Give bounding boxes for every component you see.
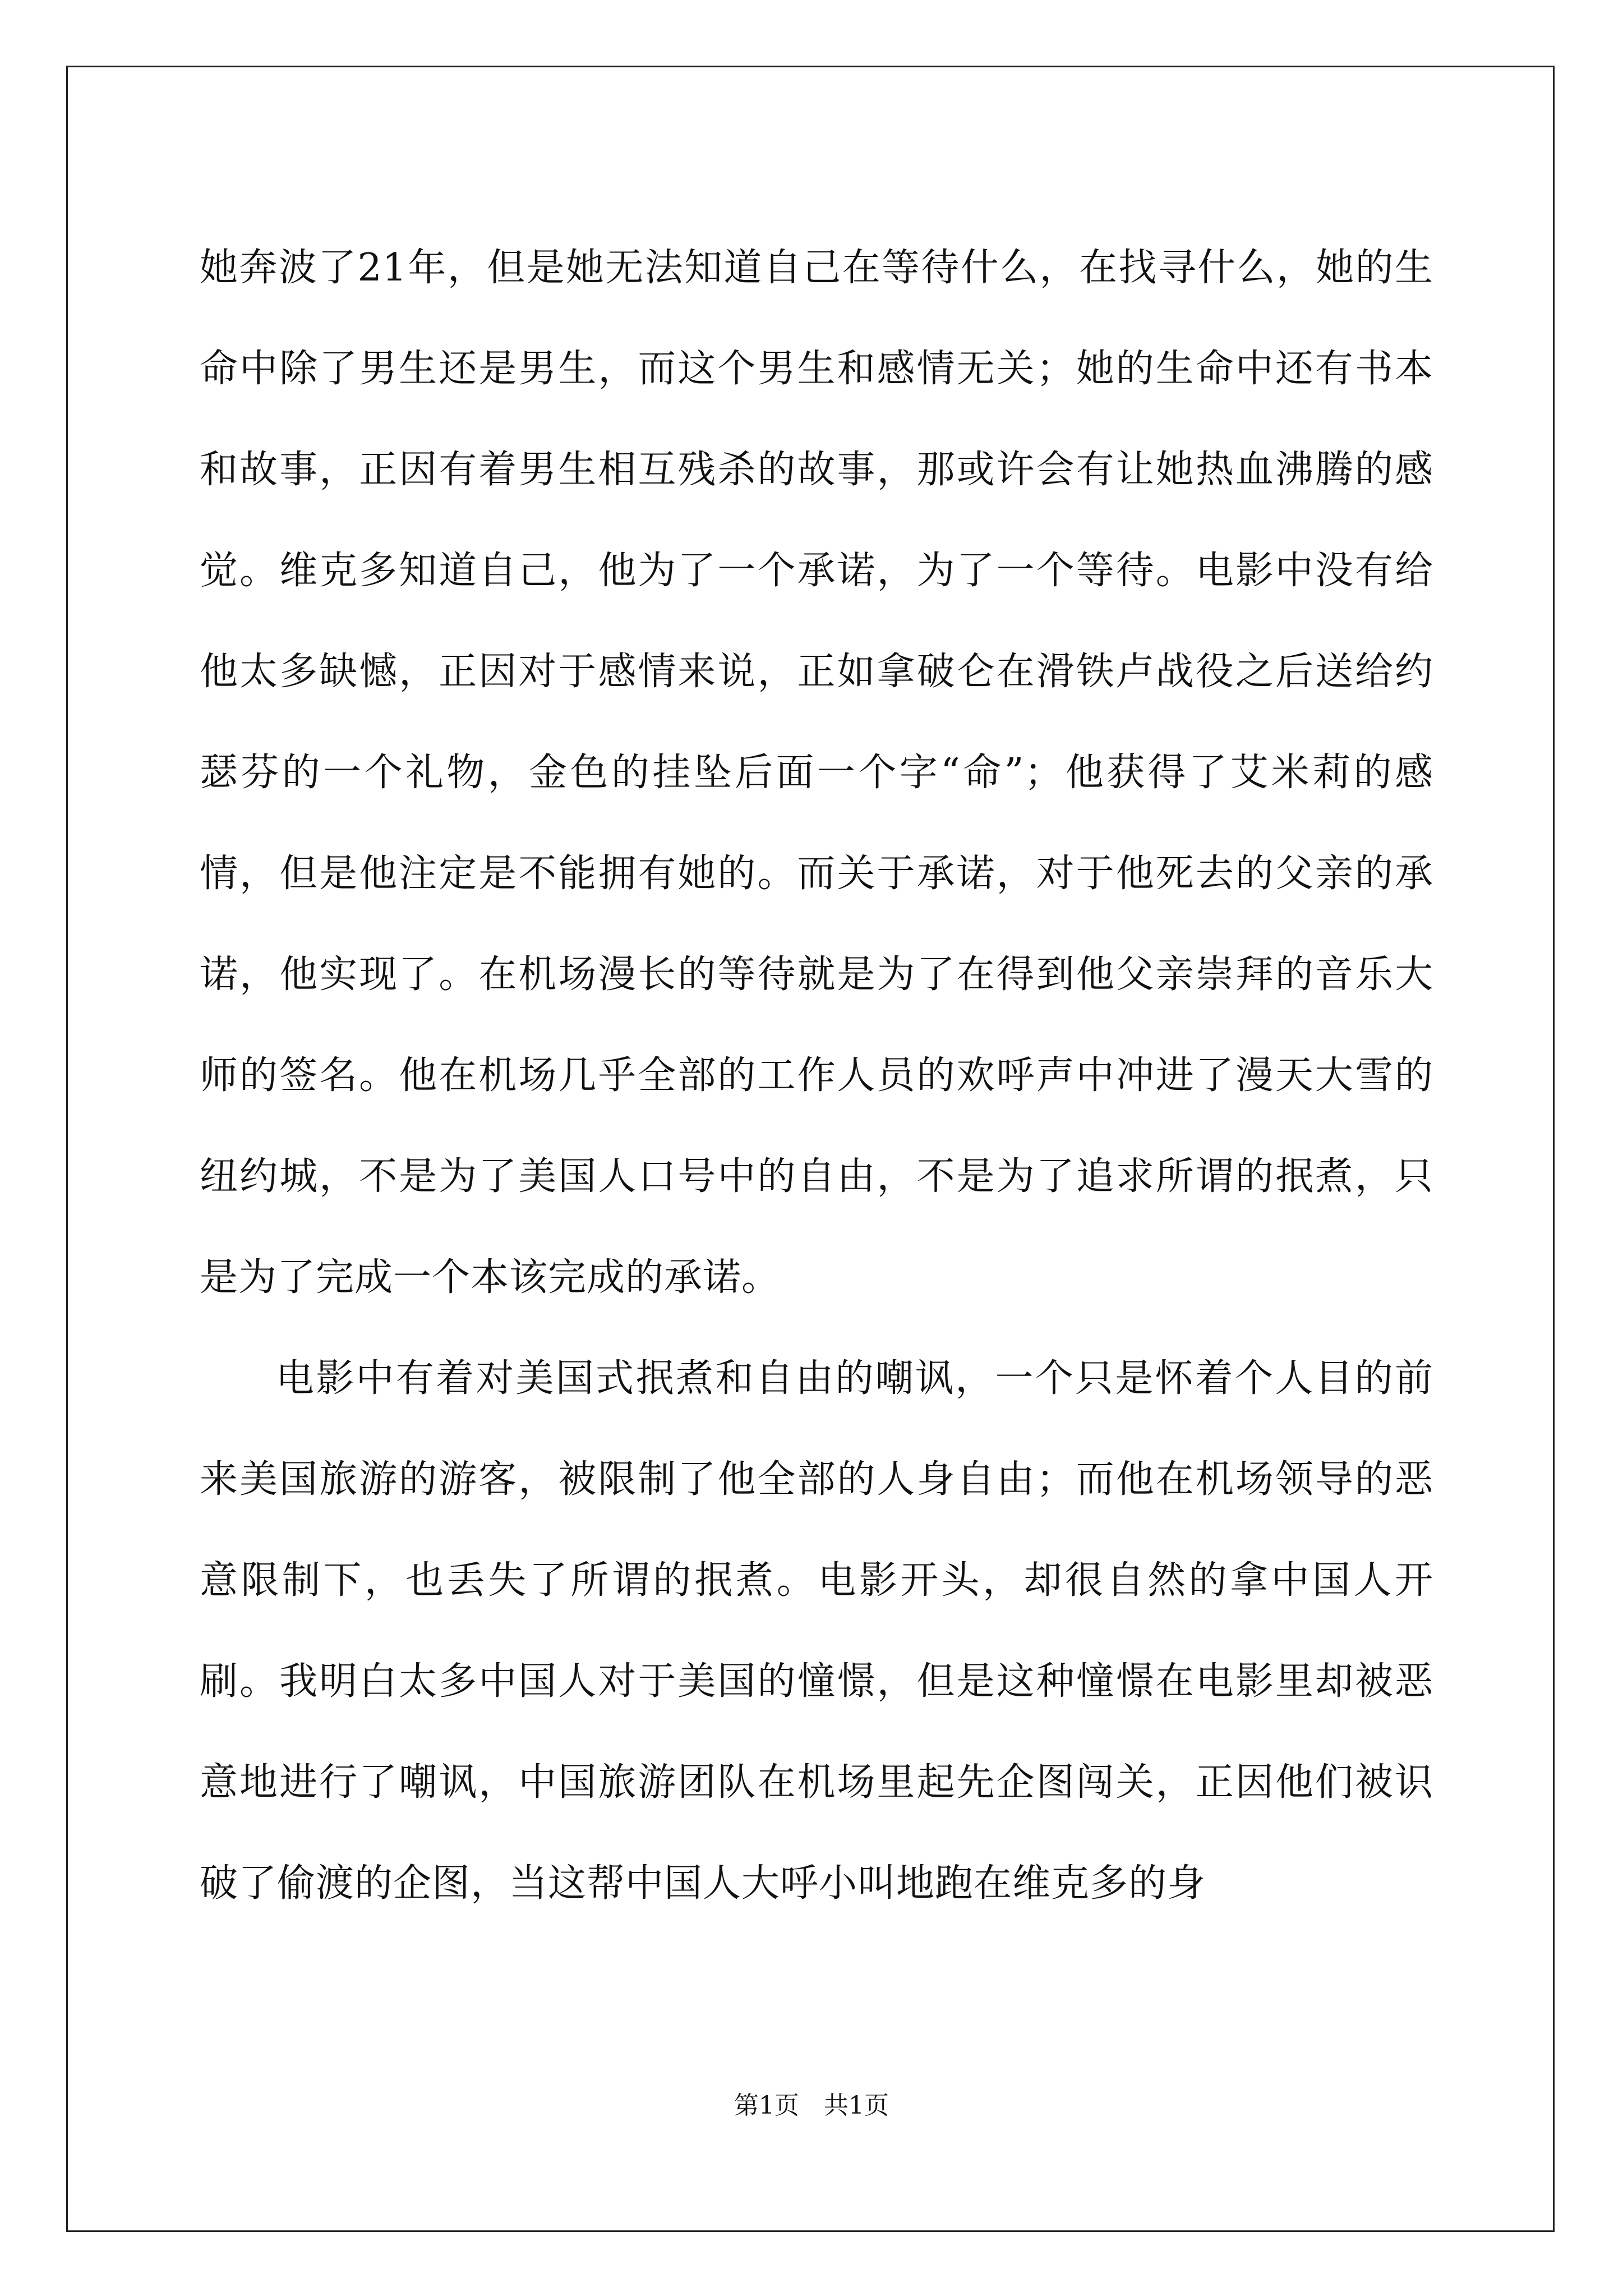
page-footer: 第1页 共1页: [734, 2091, 889, 2120]
paragraph-2: 电影中有着对美国式抿煮和自由的嘲讽，一个只是怀着个人目的前来美国旅游的游客，被限制了他全部的人身自由；而他在机场领导的恶意限制下，也丢失了所谓的抿煮。电影开头，却很自然的拿中国人开刷。我明白太多中国人对于美国的憧憬，但是这种憧憬在电影里却被恶意地进行了嘲讽，中国旅游团队在机场里起先企图闯关，正因他们被识破了偷渡的企图，当这帮中国人大呼小叫地跑在维克多的身: [200, 1356, 1433, 1906]
paragraph-1: 她奔波了21年，但是她无法知道自己在等待什么，在找寻什么，她的生命中除了男生还是男生，而这个男生和感情无关；她的生命中还有书本和故事，正因有着男生相互残杀的故事，那或许会有让她热血沸腾的感觉。维克多知道自己，他为了一个承诺，为了一个等待。电影中没有给他太多缺憾，正因对于感情来说，正如拿破仑在滑铁卢战役之后送给约瑟芬的一个礼物，金色的挂坠后面一个字“命”；他获得了艾米莉的感情，但是他注定是不能拥有她的。而关于承诺，对于他死去的父亲的承诺，他实现了。在机场漫长的等待就是为了在得到他父亲崇拜的音乐大师的签名。他在机场几乎全部的工作人员的欢呼声中冲进了漫天大雪的纽约城，不是为了美国人口号中的自由，不是为了追求所谓的抿煮，只是为了完成一个本该完成的承诺。: [200, 246, 1433, 1300]
document-body: [200, 218, 1433, 1934]
